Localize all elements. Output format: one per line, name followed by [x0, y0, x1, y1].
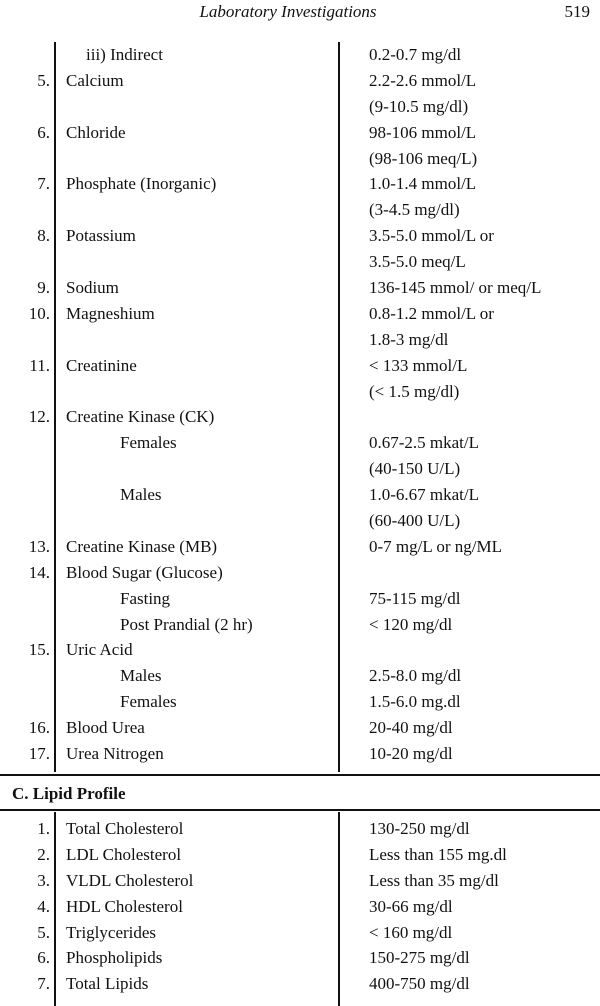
test-name: Blood Urea [66, 718, 145, 738]
test-name: Males [120, 666, 162, 686]
reference-value: 0.2-0.7 mg/dl [369, 45, 462, 64]
table-row [0, 920, 600, 946]
reference-value: 0-7 mg/L or ng/ML [369, 536, 502, 556]
row-number: 8. [37, 226, 50, 246]
table-row [0, 945, 600, 971]
row-number: 16. [28, 718, 50, 738]
test-name: Magneshium [66, 303, 155, 323]
table-row [0, 171, 600, 197]
reference-value: 3.5-5.0 mmol/L or [369, 226, 494, 246]
row-number: 1. [37, 819, 50, 838]
test-name: Post Prandial (2 hr) [120, 614, 253, 634]
table-row [0, 560, 600, 586]
table-row [0, 971, 600, 997]
test-name: Creatine Kinase (MB) [66, 536, 218, 556]
table-row [0, 816, 600, 842]
row-number: 3. [37, 870, 50, 890]
test-name: Total Cholesterol [66, 819, 184, 838]
table-row [0, 612, 600, 638]
reference-value: 130-250 mg/dl [369, 819, 470, 838]
row-number: 12. [28, 407, 50, 427]
test-name: Creatine Kinase (CK) [66, 407, 215, 427]
row-number: 17. [28, 744, 50, 764]
row-number: 7. [37, 174, 50, 194]
row-number: 6. [37, 122, 50, 142]
section-divider-bottom [0, 809, 600, 811]
table-row [0, 689, 600, 715]
table-row [0, 586, 600, 612]
test-name: Calcium [66, 70, 124, 90]
running-title: Laboratory Investigations [199, 2, 377, 21]
table-row [0, 197, 600, 223]
table-row [0, 223, 600, 249]
test-name: Females [120, 692, 177, 712]
reference-value: 98-106 mmol/L [369, 122, 477, 142]
test-name: Creatinine [66, 355, 137, 375]
table-row [0, 663, 600, 689]
reference-value: 1.0-1.4 mmol/L [369, 174, 477, 194]
reference-value: Less than 35 mg/dl [369, 870, 499, 890]
table-row [0, 508, 600, 534]
reference-value: 400-750 mg/dl [369, 974, 470, 994]
test-name: VLDL Cholesterol [66, 870, 194, 890]
table-row [0, 327, 600, 353]
reference-value: < 133 mmol/L [369, 355, 468, 375]
test-name: Males [120, 485, 162, 505]
table-row [0, 534, 600, 560]
table-row [0, 715, 600, 741]
reference-value: < 160 mg/dl [369, 922, 453, 942]
test-name: HDL Cholesterol [66, 896, 183, 916]
reference-value: 150-275 mg/dl [369, 948, 470, 968]
test-name: Urea Nitrogen [66, 744, 164, 764]
table-row [0, 353, 600, 379]
reference-value: (98-106 meq/L) [369, 148, 478, 168]
page-number: 519 [564, 2, 590, 21]
row-number: 11. [29, 355, 50, 375]
row-number: 5. [37, 70, 50, 90]
test-name: LDL Cholesterol [66, 844, 182, 864]
table-row [0, 842, 600, 868]
reference-value: 1.8-3 mg/dl [369, 329, 449, 349]
table-row [0, 868, 600, 894]
reference-value: 75-115 mg/dl [369, 588, 461, 608]
table-row [0, 637, 600, 663]
reference-value: (3-4.5 mg/dl) [369, 200, 460, 220]
reference-value: 1.0-6.67 mkat/L [369, 485, 480, 505]
reference-value: 20-40 mg/dl [369, 718, 453, 738]
reference-value: 3.5-5.0 meq/L [369, 252, 466, 272]
row-number: 15. [28, 640, 50, 660]
row-number: 10. [28, 303, 50, 323]
lipid-profile-table [0, 816, 600, 997]
row-number: 7. [37, 974, 50, 994]
test-name: Triglycerides [66, 922, 157, 942]
table-row [0, 120, 600, 146]
row-number: 2. [37, 844, 50, 864]
table-row [0, 482, 600, 508]
reference-value: (60-400 U/L) [369, 511, 461, 531]
test-name: Phospholipids [66, 948, 163, 968]
table-row [0, 68, 600, 94]
table-row [0, 249, 600, 275]
reference-value: 30-66 mg/dl [369, 896, 453, 916]
reference-value: 10-20 mg/dl [369, 744, 453, 764]
reference-value: < 120 mg/dl [369, 614, 453, 634]
table-row [0, 379, 600, 405]
table-row [0, 146, 600, 172]
table-row [0, 42, 600, 68]
reference-value: 136-145 mmol/ or meq/L [369, 278, 542, 298]
table-row [0, 301, 600, 327]
test-name: Sodium [66, 278, 119, 298]
page-header [0, 0, 600, 30]
reference-values-table [0, 42, 600, 767]
test-name: Chloride [66, 122, 126, 142]
row-number: 14. [28, 562, 50, 582]
test-name: Uric Acid [66, 640, 133, 660]
table-row [0, 94, 600, 120]
row-number: 13. [28, 536, 50, 556]
reference-value: (9-10.5 mg/dl) [369, 96, 469, 116]
test-name: Fasting [120, 588, 171, 608]
reference-value: (40-150 U/L) [369, 459, 461, 479]
reference-value: 2.5-8.0 mg/dl [369, 666, 462, 686]
test-name: iii) Indirect [86, 45, 163, 64]
table-row [0, 275, 600, 301]
reference-value: (< 1.5 mg/dl) [369, 381, 460, 401]
section-title: C. Lipid Profile [12, 784, 126, 803]
reference-value: Less than 155 mg.dl [369, 844, 507, 864]
table-row [0, 894, 600, 920]
table-row [0, 404, 600, 430]
reference-value: 0.8-1.2 mmol/L or [369, 303, 494, 323]
table-row [0, 741, 600, 767]
test-name: Blood Sugar (Glucose) [66, 562, 223, 582]
row-number: 4. [37, 896, 50, 916]
section-divider-top [0, 774, 600, 776]
row-number: 6. [37, 948, 50, 968]
table-row [0, 456, 600, 482]
test-name: Total Lipids [66, 974, 149, 994]
row-number: 9. [37, 278, 50, 298]
reference-value: 0.67-2.5 mkat/L [369, 433, 480, 453]
test-name: Females [120, 433, 177, 453]
test-name: Phosphate (Inorganic) [66, 174, 217, 194]
test-name: Potassium [66, 226, 136, 246]
reference-value: 2.2-2.6 mmol/L [369, 70, 477, 90]
row-number: 5. [37, 922, 50, 942]
reference-value: 1.5-6.0 mg.dl [369, 692, 461, 712]
table-row [0, 430, 600, 456]
